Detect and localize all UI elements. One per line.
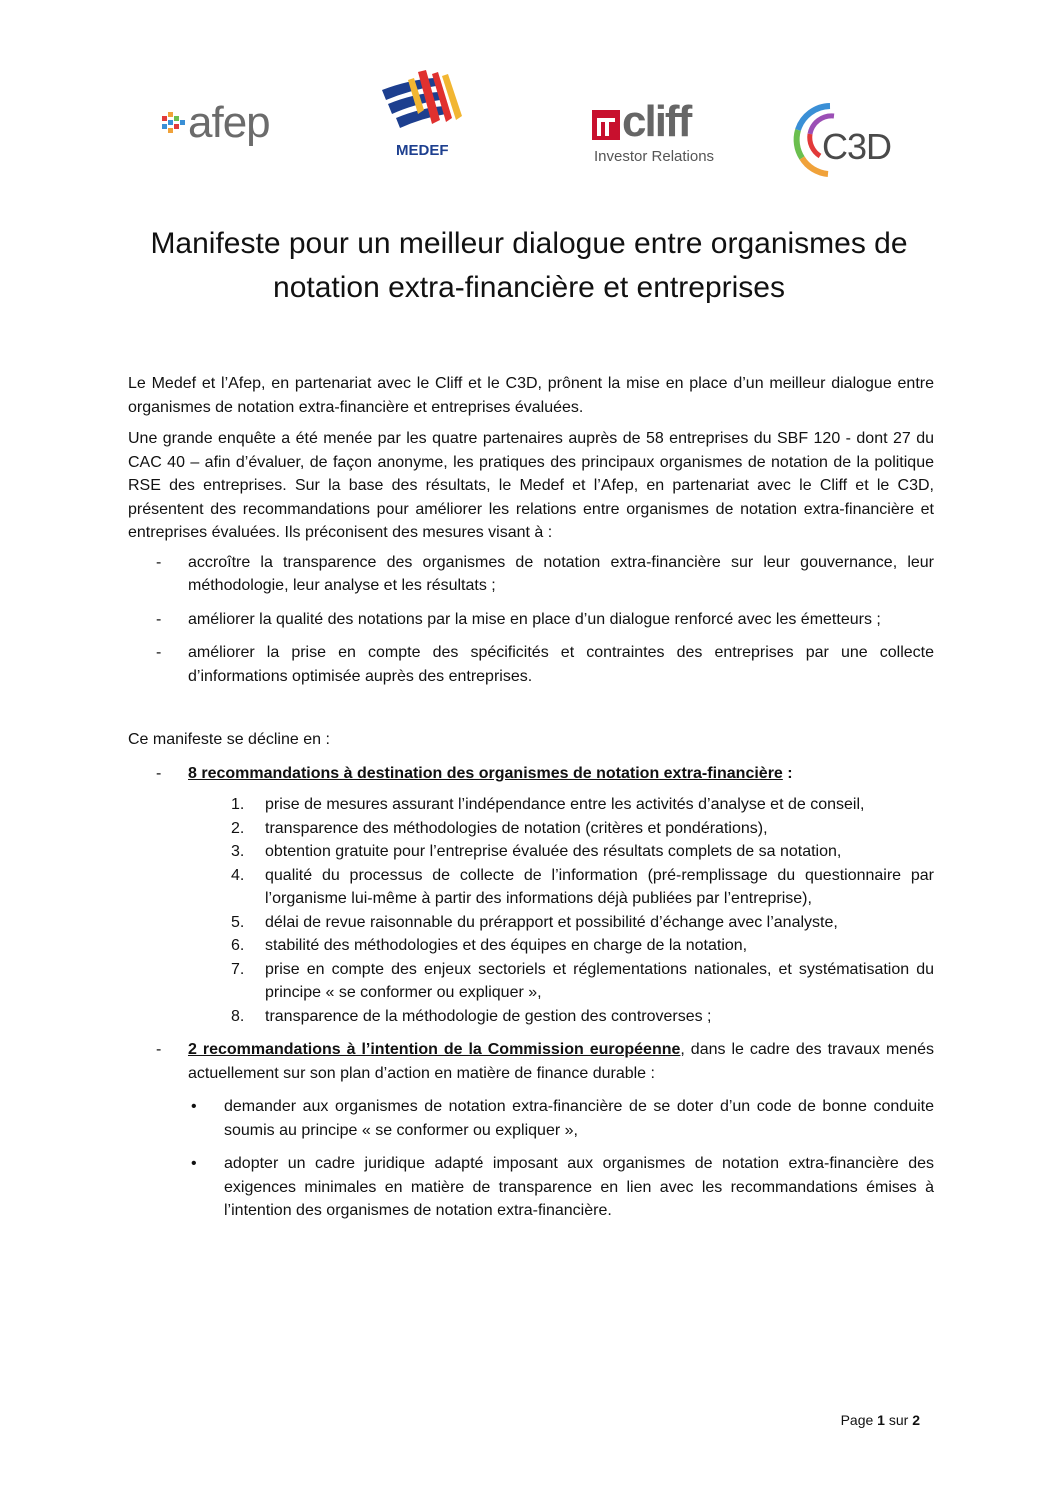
afep-wordmark: afep	[188, 98, 270, 147]
page-total: 2	[912, 1412, 920, 1428]
sur-word: sur	[888, 1412, 909, 1428]
bullet-marker: •	[191, 1155, 197, 1172]
section-1-suffix: :	[782, 764, 793, 782]
recommendation-number: 6.	[231, 937, 245, 954]
cliff-logo	[592, 97, 727, 174]
dash-marker: -	[156, 1041, 162, 1058]
afep-dots-icon	[162, 112, 188, 134]
recommendation-text: qualité du processus de collecte de l’information (pré-remplissage du questionnaire par l’organisme lui-même à partir des informations déjà publiées par l’entreprise),	[265, 866, 934, 907]
manifesto-sections	[128, 762, 934, 1223]
recommendation-number: 1.	[231, 796, 245, 813]
eu-recommendation-text: demander aux organismes de notation extra-financière de se doter d’un code de bonne conduite soumis au principe « se conformer ou expliquer »,	[224, 1098, 934, 1139]
recommendation-text: transparence de la méthodologie de gestion des controverses ;	[265, 1007, 712, 1025]
recommendation-number: 7.	[231, 960, 245, 978]
page-footer	[841, 1412, 920, 1428]
title-line-2: notation extra-financière et entreprises	[273, 271, 785, 304]
eu-recommendation-text: adopter un cadre juridique adapté imposant aux organismes de notation extra-financière des exigences minimales en matière de transparence en lien avec les recommandations émises à l’intention des organismes de notation extra-financière.	[224, 1155, 934, 1219]
recommendation-text: prise en compte des enjeux sectoriels et réglementations nationales, et systématisation du principe « se conformer ou expliquer »,	[265, 960, 934, 1001]
recommendation-number: 2.	[231, 819, 245, 837]
section-1-heading: 8 recommandations à destination des organismes de notation extra-financière	[188, 764, 783, 782]
intro-paragraph: Le Medef et l’Afep, en partenariat avec le Cliff et le C3D, prônent la mise en place d’un meilleur dialogue entre organismes de notation extra-financière et entreprises évaluées.	[128, 375, 934, 416]
dash-marker: -	[156, 764, 162, 782]
recommendation-text: transparence des méthodologies de notation (critères et pondérations),	[265, 819, 768, 837]
recommendation-item	[188, 911, 934, 935]
cliff-tagline: Investor Relations	[594, 148, 715, 165]
recommendation-text: délai de revue raisonnable du prérapport et possibilité d’échange avec l’analyste,	[265, 913, 838, 931]
section-rating-agencies	[128, 762, 934, 1029]
recommendation-item	[188, 864, 934, 911]
measure-item: - accroître la transparence des organismes de notation extra-financière sur leur gouvernance, leur méthodologie, leur analyse et les résultats ;	[128, 551, 934, 598]
survey-paragraph: Une grande enquête a été menée par les quatre partenaires auprès de 58 entreprises du SBF 120 - dont 27 du CAC 40 – afin d’évaluer, de façon anonyme, les pratiques des principaux organismes de notation de la politique RSE des entreprises. Sur la base des résultats, le Medef et l’Afep, en partenariat avec le Cliff et le C3D, présentent des recommandations pour améliorer les relations entre organismes de notation extra-financière et entreprises évaluées. Ils préconisent des mesures visant à :	[128, 430, 934, 541]
c3d-logo	[790, 100, 890, 180]
recommendation-text: stabilité des méthodologies et des équipes en charge de la notation,	[265, 937, 748, 954]
measure-item: - améliorer la qualité des notations par la mise en place d’un dialogue renforcé avec les émetteurs ;	[128, 608, 934, 632]
measure-item: - améliorer la prise en compte des spécificités et contraintes des entreprises par une collecte d’informations optimisée auprès des entreprises.	[128, 641, 934, 688]
medef-emblem-icon	[378, 70, 468, 142]
document-title	[100, 222, 958, 310]
recommendations-list	[188, 793, 934, 1028]
recommendation-text: obtention gratuite pour l’entreprise évaluée des résultats complets de sa notation,	[265, 843, 842, 860]
section-2-suffix: , dans le cadre des travaux menés actuellement sur son plan d’action en matière de finance durable :	[188, 1041, 935, 1082]
bullet-marker: •	[191, 1098, 197, 1115]
eu-recommendation-item	[188, 1152, 934, 1223]
cliff-mark-icon	[592, 110, 620, 140]
eu-recommendation-item	[188, 1095, 934, 1142]
recommendation-number: 8.	[231, 1007, 245, 1025]
medef-logo	[378, 70, 468, 170]
title-line-1: Manifeste pour un meilleur dialogue entre organismes de	[150, 227, 908, 260]
measures-list	[128, 551, 934, 689]
cliff-wordmark: cliff	[622, 97, 691, 146]
manifesto-intro: Ce manifeste se décline en :	[128, 731, 330, 748]
recommendation-item	[188, 1005, 934, 1029]
section-european-commission	[128, 1038, 934, 1223]
eu-recommendations-list	[188, 1095, 934, 1223]
recommendation-item	[188, 958, 934, 1005]
recommendation-number: 3.	[231, 843, 245, 860]
page-number: 1	[877, 1412, 885, 1428]
recommendation-item	[188, 793, 934, 817]
section-2-heading: 2 recommandations à l’intention de la Commission européenne	[188, 1041, 681, 1058]
logo-bar	[0, 70, 1058, 180]
page-word: Page	[840, 1412, 874, 1428]
recommendation-item	[188, 817, 934, 841]
c3d-wordmark: C3D	[822, 126, 892, 167]
recommendation-number: 5.	[231, 913, 245, 931]
medef-wordmark: MEDEF	[396, 142, 449, 159]
recommendation-text: prise de mesures assurant l’indépendance entre les activités d’analyse et de conseil,	[265, 796, 865, 813]
recommendation-number: 4.	[231, 866, 245, 884]
recommendation-item	[188, 934, 934, 958]
recommendation-item	[188, 840, 934, 864]
document-body	[128, 372, 934, 1233]
afep-logo	[162, 98, 312, 148]
